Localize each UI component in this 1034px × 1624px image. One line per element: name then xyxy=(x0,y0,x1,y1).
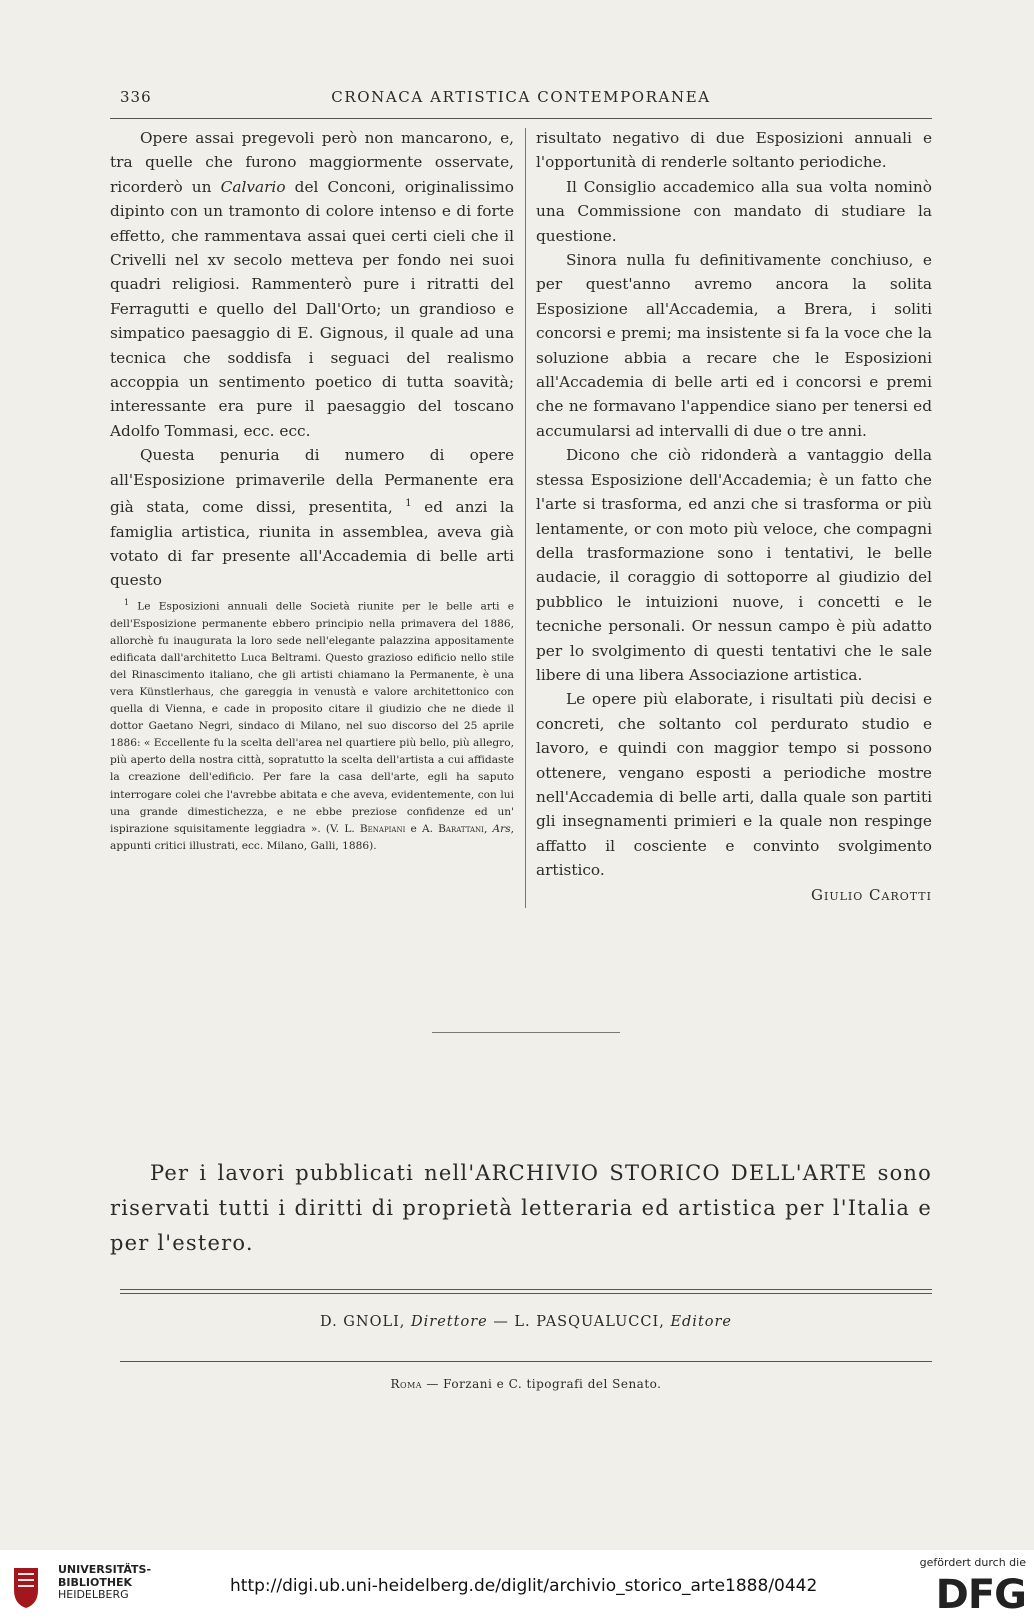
double-rule-top-2 xyxy=(120,1293,932,1294)
university-seal-icon xyxy=(8,1560,62,1614)
double-rule-top-1 xyxy=(120,1289,932,1290)
masthead-credits: D. GNOLI, Direttore — L. PASQUALUCCI, Editore xyxy=(319,1314,733,1330)
right-paragraph-4: Dicono che ciò ridonderà a vantaggio della stessa Esposizione dell'Accademia; è un fatto che l'arte si trasforma, ed anzi che si trasforma or più lentamente, or con moto più veloce, che compagni della trasformazione sono i tentativi, le belle audacie, il coraggio di sottoporre al giudizio del pubblico le intuizioni nuove, i concetti e le tecniche personali. Or nessun campo è più adatto per lo svolgimento di questi tentativi che le sale libere di una libera Associazione artistica. xyxy=(536,446,932,684)
funding-note: gefördert durch die xyxy=(919,1556,1026,1569)
university-library-name: UNIVERSITÄTS- BIBLIOTHEK HEIDELBERG xyxy=(58,1563,152,1602)
right-paragraph-2: Il Consiglio accademico alla sua volta nominò una Commissione con mandato di studiare la questione. xyxy=(536,177,932,245)
right-paragraph-3: Sinora nulla fu definitivamente conchiuso, e per quest'anno avremo ancora la solita Esposizione all'Accademia, a Brera, i soliti concorsi e premi; ma insistente si fa la voce che la soluzione abbia a recare che le Esposizioni all'Accademia di belle arti ed i concorsi e premi che ne formavano l'appendice siano per tenersi ed accumularsi ad intervalli di due o tre anni. xyxy=(536,251,932,440)
footnote: $^1$ Le Esposizioni annuali delle Società riunite per le belle arti e dell'Esposizione permanente ebbero principio nella primavera del 1886, allorchè fu inaugurata la loro sede nell'elegante palazzina appositamente edificata dall'architetto Luca Beltrami. Questo grazioso edificio nello stile del Rinascimento italiano, che gli artisti chiamano la Permanente, è una vera Künstlerhaus, che gareggia in venustà e valore architettonico con quella di Vienna, e cade in proposito citare il giudizio che ne diede il dottor Gaetano Negri, sindaco di Milano, nel suo discorso del 25 aprile 1886: « Eccellente fu la scelta dell'area nel quartiere più bello, più allegro, più aperto della nostra città, sopratutto la scelta dell'artista a cui affidaste la creazione dell'edificio. Per fare la casa dell'arte, egli ha saputo interrogare colei che l'avrebbe abitata e che aveva, evidentemente, con lui una grande dimestichezza, e ne ebbe preziose confidenze ed un' ispirazione squisitamente leggiadra ». (V. L. Benapiani e A. Barattani, Ars, appunti critici illustrati, ecc. Milano, Galli, 1886). xyxy=(110,598,515,852)
header-rule xyxy=(110,118,932,119)
digitization-footer xyxy=(0,1550,1034,1624)
right-paragraph-1: risultato negativo di due Esposizioni annuali e l'opportunità di renderle soltanto periodiche. xyxy=(536,129,932,172)
page-number: 336 xyxy=(120,88,152,106)
dfg-logo: DFG xyxy=(935,1572,1026,1618)
footnote-marker: 1 xyxy=(124,598,130,607)
right-column xyxy=(536,126,932,907)
footnote-ref: 1 xyxy=(405,498,412,510)
right-paragraph-5: Le opere più elaborate, i risultati più decisi e concreti, che soltanto col perdurato studio e lavoro, e quindi con maggior tempo si possono ottenere, vengano esposti a periodiche mostre nell'Accademia di belle arti, dalla quale son partiti gli insegnamenti primieri e la quale non respinge affatto il cosciente e convinto svolgimento artistico. xyxy=(536,690,932,880)
left-paragraph-1: Opere assai pregevoli però non mancarono, e, tra quelle che furono maggiormente osservate, ricorderò un Calvario del Conconi, originalissimo dipinto con un tramonto di colore intenso e di forte effetto, che rammentava assai quei certi cieli che il Crivelli nel xv secolo metteva per fondo nei suoi quadri religiosi. Rammenterò pure i ritratti del Ferragutti e quello del Dall'Orto; un grandioso e simpatico paesaggio di E. Gignous, il quale ad una tecnica che soddisfa i seguaci del realismo accoppia un sentimento poetico di tutta soavità; interessante era pure il paesaggio del toscano Adolfo Tommasi, ecc. ecc. xyxy=(110,129,514,440)
printer-line: Roma — Forzani e C. tipografi del Senato. xyxy=(390,1377,662,1391)
author-signature: Giulio Carotti xyxy=(811,885,932,904)
left-column xyxy=(110,126,514,593)
credits-rule xyxy=(120,1361,932,1362)
left-paragraph-2: Questa penuria di numero di opere all'Esposizione primaverile della Permanente era già stata, come dissi, presentita, $^1$ ed anzi la famiglia artistica, riunita in assemblea, aveva già votato di far presente all'Accademia di belle arti questo xyxy=(110,446,514,590)
column-divider xyxy=(525,128,526,908)
rights-notice: Per i lavori pubblicati nell'ARCHIVIO STORICO DELL'ARTE sono riservati tutti i diritti di proprietà letteraria ed artistica per l'Italia e per l'estero. xyxy=(110,1161,932,1255)
running-title: CRONACA ARTISTICA CONTEMPORANEA xyxy=(331,88,711,106)
page-header xyxy=(110,88,932,112)
section-separator xyxy=(432,1032,620,1033)
source-url-link[interactable]: http://digi.ub.uni-heidelberg.de/diglit/archivio_storico_arte1888/0442 xyxy=(230,1576,818,1596)
